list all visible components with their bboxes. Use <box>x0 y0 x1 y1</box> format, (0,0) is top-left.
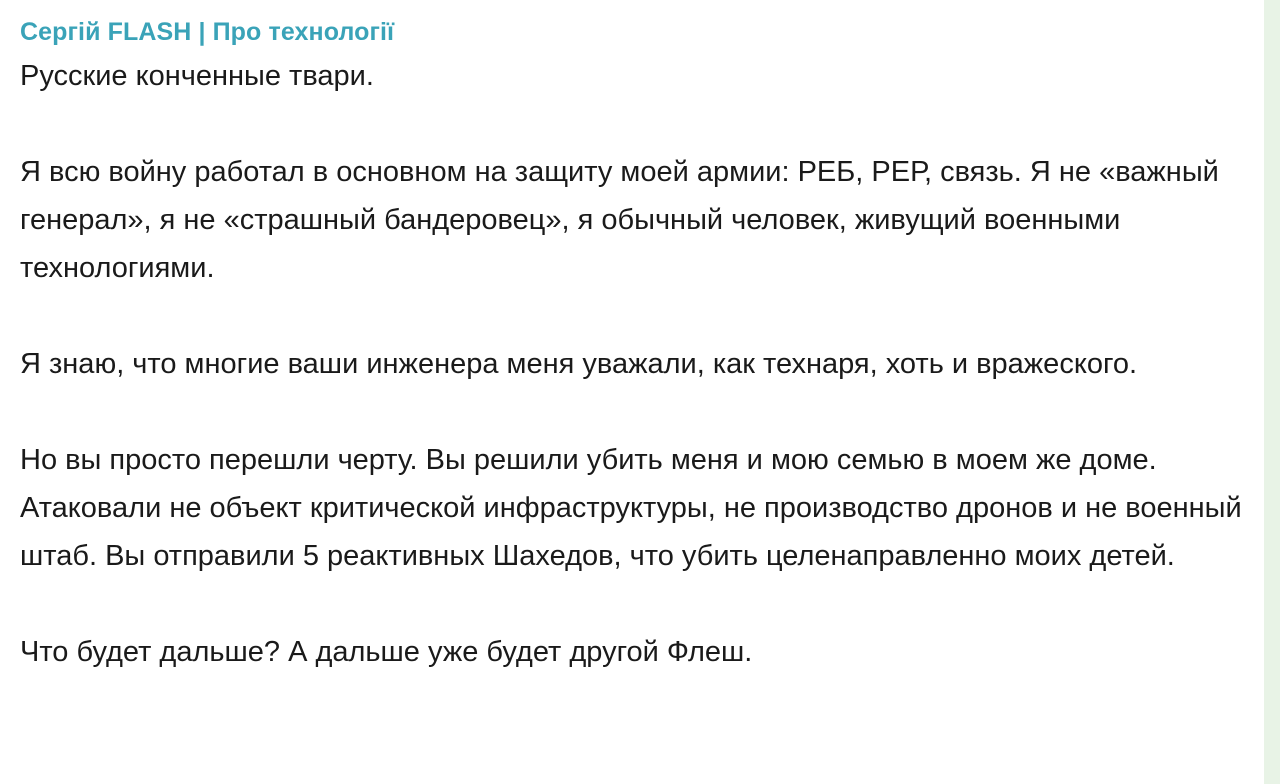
post-paragraph: Но вы просто перешли черту. Вы решили убить меня и мою семью в моем же доме. Атаковали не объект критической инфраструктуры, не производство дронов и не военный штаб. Вы отправили 5 реактивных Шахедов, что убить целенаправленно моих детей. <box>20 444 1242 572</box>
post-body <box>20 52 1250 676</box>
post-paragraph: Русские конченные твари. <box>20 60 374 92</box>
post-paragraph: Что будет дальше? А дальше уже будет другой Флеш. <box>20 636 753 668</box>
channel-title[interactable]: Сергій FLASH | Про технології <box>20 18 395 46</box>
post-paragraph: Я знаю, что многие ваши инженера меня уважали, как технаря, хоть и вражеского. <box>20 348 1138 380</box>
post-paragraph: Я всю войну работал в основном на защиту моей армии: РЕБ, РЕР, связь. Я не «важный генерал», я не «страшный бандеровец», я обычный человек, живущий военными технологиями. <box>20 156 1219 284</box>
right-edge-tint <box>1264 0 1280 784</box>
